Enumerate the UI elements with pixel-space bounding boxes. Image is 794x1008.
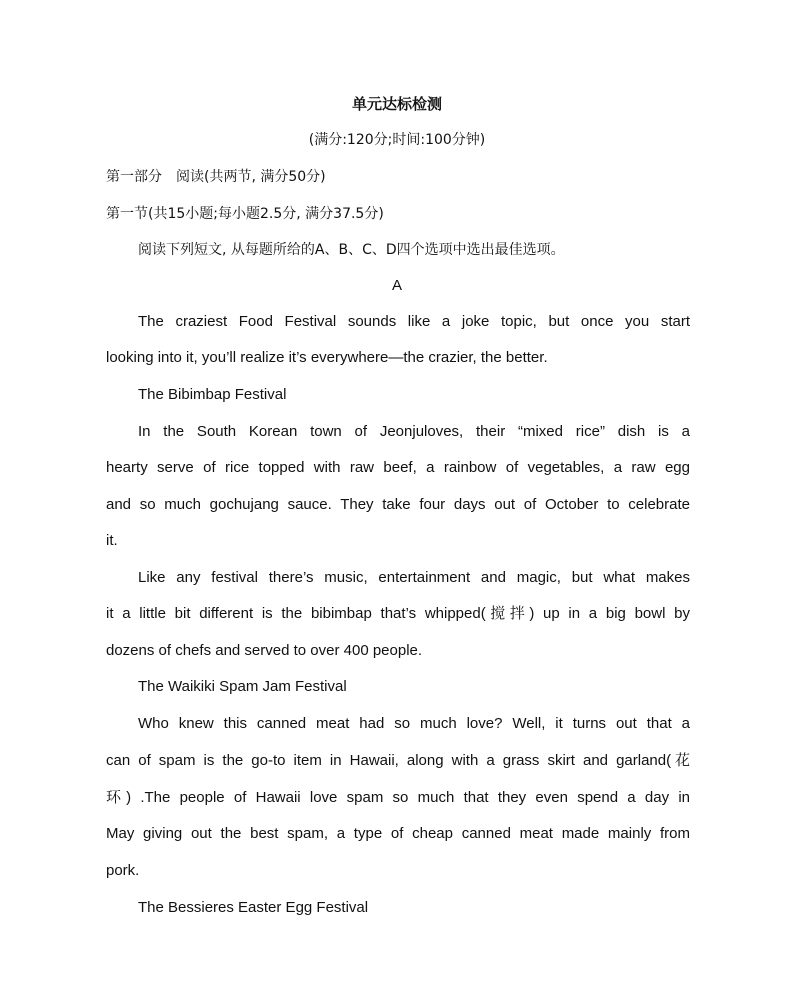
- paragraph-line: In the South Korean town of Jeonjuloves, their “mixed rice” dish is a: [138, 423, 690, 440]
- festival-heading: The Bessieres Easter Egg Festival: [138, 899, 369, 916]
- section-heading: 第一节(共15小题;每小题2.5分, 满分37.5分): [106, 206, 384, 222]
- paragraph-line: May giving out the best spam, a type of cheap canned meat made mainly from: [106, 825, 690, 842]
- part-heading: 第一部分 阅读(共两节, 满分50分): [106, 169, 326, 185]
- paragraph-line: The craziest Food Festival sounds like a joke topic, but once you start: [138, 313, 690, 330]
- passage-label: A: [391, 277, 402, 294]
- paragraph-line: looking into it, you’ll realize it’s everywhere—the crazier, the better.: [106, 349, 548, 366]
- paragraph-line: hearty serve of rice topped with raw beef, a rainbow of vegetables, a raw egg: [106, 459, 690, 476]
- page-title: 单元达标检测: [351, 96, 442, 113]
- paragraph-line: it a little bit different is the bibimbap that’s whipped(搅拌) up in a big bowl by: [106, 605, 690, 622]
- instruction-text: 阅读下列短文, 从每题所给的A、B、C、D四个选项中选出最佳选项。: [138, 242, 565, 258]
- paragraph-line: can of spam is the go-to item in Hawaii, along with a grass skirt and garland(花: [106, 752, 690, 769]
- festival-heading: The Waikiki Spam Jam Festival: [138, 678, 347, 695]
- paragraph-line: 环) .The people of Hawaii love spam so much that they even spend a day in: [106, 789, 690, 806]
- paragraph-line: dozens of chefs and served to over 400 people.: [106, 642, 423, 659]
- paragraph-line: Like any festival there’s music, entertainment and magic, but what makes: [138, 569, 690, 586]
- paragraph-line: and so much gochujang sauce. They take four days out of October to celebrate: [106, 496, 690, 513]
- festival-heading: The Bibimbap Festival: [138, 386, 287, 403]
- page-subtitle: (满分:120分;时间:100分钟): [308, 132, 486, 148]
- paragraph-line: it.: [106, 532, 118, 549]
- paragraph-line: Who knew this canned meat had so much love? Well, it turns out that a: [138, 715, 690, 732]
- paragraph-line: pork.: [106, 862, 140, 879]
